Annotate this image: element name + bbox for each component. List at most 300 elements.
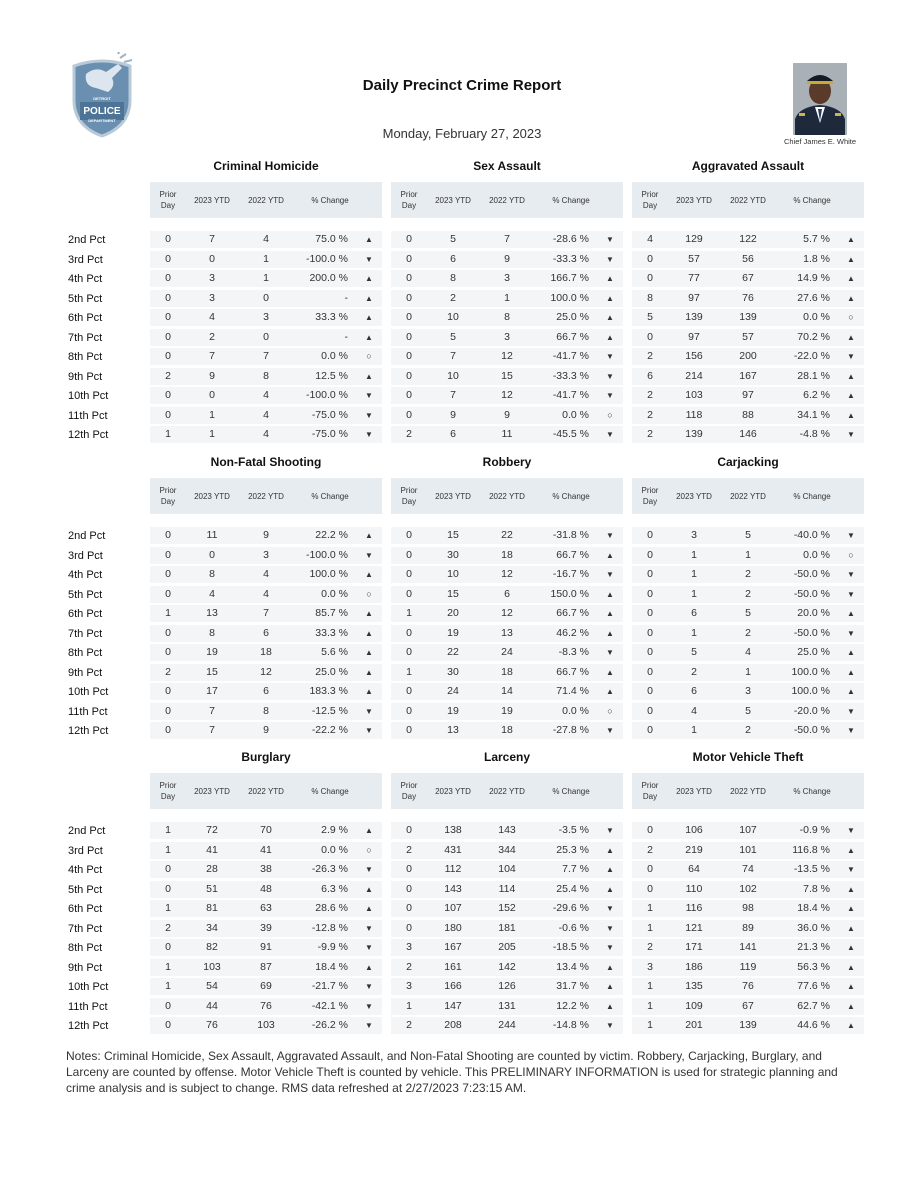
ytd-2022-value: 205 bbox=[498, 941, 516, 953]
precinct-label: 11th Pct bbox=[68, 705, 108, 718]
trend-up-icon: ▲ bbox=[606, 687, 614, 696]
prior-day-value: 5 bbox=[647, 311, 653, 323]
ytd-2022-value: 126 bbox=[498, 980, 516, 992]
pct-change-value: -100.0 % bbox=[305, 252, 348, 265]
ytd-2022-value: 131 bbox=[498, 999, 516, 1012]
table-row bbox=[632, 426, 864, 443]
pct-change-value: -27.8 % bbox=[552, 724, 589, 736]
trend-up-icon: ▲ bbox=[847, 609, 855, 618]
pct-change-value: -31.8 % bbox=[552, 529, 589, 541]
prior-day-value: 0 bbox=[165, 389, 171, 401]
ytd-2023-value: 9 bbox=[209, 369, 215, 382]
ytd-2022-value: 57 bbox=[742, 330, 754, 343]
ytd-2022-value: 2 bbox=[745, 587, 751, 600]
table-row bbox=[391, 664, 623, 681]
trend-same-icon: ○ bbox=[366, 588, 372, 599]
header-2022-ytd: 2022 YTD bbox=[730, 492, 766, 501]
ytd-2022-value: 103 bbox=[257, 1019, 275, 1031]
ytd-2022-value: 8 bbox=[263, 369, 269, 382]
panel-title: Motor Vehicle Theft bbox=[692, 750, 804, 764]
table-row bbox=[391, 644, 623, 661]
ytd-2023-value: 51 bbox=[206, 882, 218, 895]
prior-day-value: 1 bbox=[165, 902, 171, 914]
table-row bbox=[632, 683, 864, 700]
ytd-2022-value: 13 bbox=[501, 626, 513, 639]
table-row bbox=[391, 251, 623, 268]
prior-day-value: 0 bbox=[406, 548, 412, 561]
ytd-2023-value: 10 bbox=[447, 311, 459, 323]
pct-change-value: 18.4 % bbox=[797, 902, 830, 914]
trend-up-icon: ▲ bbox=[365, 371, 373, 381]
pct-change-value: 150.0 % bbox=[550, 587, 589, 600]
trend-down-icon: ▼ bbox=[606, 943, 614, 952]
ytd-2022-value: 12 bbox=[501, 350, 513, 362]
table-row bbox=[632, 861, 864, 878]
trend-up-icon: ▲ bbox=[847, 391, 855, 400]
ytd-2023-value: 219 bbox=[685, 843, 703, 856]
prior-day-value: 1 bbox=[647, 921, 653, 934]
trend-down-icon: ▼ bbox=[365, 982, 373, 991]
chief-photo bbox=[793, 63, 847, 135]
pct-change-value: 0.0 % bbox=[562, 704, 589, 717]
trend-down-icon: ▼ bbox=[606, 570, 614, 579]
pct-change-value: 100.0 % bbox=[550, 291, 589, 304]
pct-change-value: -4.8 % bbox=[799, 428, 830, 440]
table-row bbox=[632, 251, 864, 268]
trend-up-icon: ▲ bbox=[365, 687, 373, 696]
pct-change-value: -50.0 % bbox=[793, 568, 830, 580]
ytd-2022-value: 167 bbox=[739, 369, 757, 382]
trend-up-icon: ▲ bbox=[606, 884, 614, 894]
prior-day-value: 2 bbox=[647, 350, 653, 362]
trend-up-icon: ▲ bbox=[365, 570, 373, 579]
ytd-2023-value: 7 bbox=[209, 233, 215, 245]
prior-day-value: 0 bbox=[406, 311, 412, 323]
trend-down-icon: ▼ bbox=[606, 1021, 614, 1030]
precinct-label: 2nd Pct bbox=[68, 234, 106, 246]
pct-change-value: 27.6 % bbox=[797, 291, 830, 304]
ytd-2023-value: 121 bbox=[685, 921, 703, 934]
ytd-2023-value: 7 bbox=[209, 350, 215, 362]
ytd-2022-value: 7 bbox=[263, 350, 269, 362]
precinct-label: 4th Pct bbox=[68, 273, 103, 285]
pct-change-value: -50.0 % bbox=[793, 724, 830, 736]
ytd-2022-value: 97 bbox=[742, 389, 754, 401]
ytd-2022-value: 18 bbox=[501, 724, 513, 736]
trend-up-icon: ▲ bbox=[847, 235, 855, 244]
pct-change-value: 12.5 % bbox=[315, 369, 348, 382]
trend-down-icon: ▼ bbox=[606, 235, 614, 244]
ytd-2022-value: 146 bbox=[739, 428, 757, 440]
prior-day-value: 0 bbox=[165, 1019, 171, 1031]
ytd-2023-value: 76 bbox=[206, 1019, 218, 1031]
ytd-2023-value: 1 bbox=[691, 587, 697, 600]
ytd-2023-value: 6 bbox=[450, 428, 456, 440]
ytd-2023-value: 103 bbox=[203, 960, 221, 973]
ytd-2022-value: 4 bbox=[263, 568, 269, 580]
ytd-2023-value: 1 bbox=[691, 568, 697, 580]
prior-day-value: 0 bbox=[647, 252, 653, 265]
column-header bbox=[632, 182, 864, 218]
ytd-2023-value: 106 bbox=[685, 824, 703, 836]
ytd-2023-value: 7 bbox=[450, 350, 456, 362]
pct-change-value: 0.0 % bbox=[321, 350, 348, 362]
table-row bbox=[150, 329, 382, 346]
trend-up-icon: ▲ bbox=[606, 313, 614, 322]
pct-change-value: -0.9 % bbox=[799, 824, 830, 836]
prior-day-value: 0 bbox=[406, 330, 412, 343]
prior-day-value: 3 bbox=[647, 960, 653, 973]
table-row bbox=[632, 625, 864, 642]
table-row bbox=[391, 683, 623, 700]
column-header bbox=[391, 773, 623, 809]
table-row bbox=[391, 920, 623, 937]
ytd-2023-value: 116 bbox=[685, 902, 703, 914]
table-row bbox=[632, 329, 864, 346]
ytd-2022-value: 19 bbox=[501, 704, 513, 717]
header-pct-change: % Change bbox=[552, 492, 590, 501]
ytd-2022-value: 141 bbox=[739, 941, 757, 953]
table-row bbox=[632, 939, 864, 956]
ytd-2022-value: 11 bbox=[501, 428, 513, 440]
precinct-label: 10th Pct bbox=[68, 390, 109, 402]
precinct-label: 12th Pct bbox=[68, 1020, 109, 1032]
ytd-2023-value: 107 bbox=[444, 902, 462, 914]
ytd-2022-value: 39 bbox=[260, 921, 272, 934]
trend-up-icon: ▲ bbox=[365, 293, 373, 303]
prior-day-value: 0 bbox=[406, 350, 412, 362]
precinct-label: 2nd Pct bbox=[68, 530, 106, 542]
table-row bbox=[391, 1017, 623, 1034]
header-2023-ytd: 2023 YTD bbox=[676, 787, 712, 796]
ytd-2023-value: 15 bbox=[447, 529, 459, 541]
header-2022-ytd: 2022 YTD bbox=[248, 196, 284, 205]
prior-day-value: 0 bbox=[406, 626, 412, 639]
trend-up-icon: ▲ bbox=[847, 884, 855, 894]
ytd-2022-value: 5 bbox=[745, 607, 751, 619]
ytd-2023-value: 81 bbox=[206, 902, 218, 914]
prior-day-value: 0 bbox=[406, 529, 412, 541]
trend-up-icon: ▲ bbox=[606, 962, 614, 972]
header-prior-day: Prior Day bbox=[159, 781, 177, 801]
ytd-2023-value: 147 bbox=[444, 999, 462, 1012]
table-row bbox=[632, 978, 864, 995]
prior-day-value: 0 bbox=[165, 529, 171, 541]
table-row bbox=[632, 586, 864, 603]
pct-change-value: -33.3 % bbox=[552, 369, 589, 382]
pct-change-value: 66.7 % bbox=[556, 607, 589, 619]
pct-change-value: -21.7 % bbox=[311, 980, 348, 992]
prior-day-value: 1 bbox=[165, 960, 171, 973]
prior-day-value: 2 bbox=[406, 960, 412, 973]
table-row bbox=[632, 290, 864, 307]
prior-day-value: 2 bbox=[165, 665, 171, 678]
trend-down-icon: ▼ bbox=[847, 570, 855, 579]
pct-change-value: -42.1 % bbox=[311, 999, 348, 1012]
ytd-2022-value: 2 bbox=[745, 626, 751, 639]
precinct-label: 6th Pct bbox=[68, 608, 103, 620]
table-row bbox=[150, 625, 382, 642]
ytd-2023-value: 6 bbox=[691, 685, 697, 697]
header-2023-ytd: 2023 YTD bbox=[676, 492, 712, 501]
precinct-label: 7th Pct bbox=[68, 922, 103, 935]
pct-change-value: 1.8 % bbox=[803, 252, 830, 265]
panel-title: Burglary bbox=[241, 750, 291, 764]
column-header bbox=[150, 478, 382, 514]
trend-up-icon: ▲ bbox=[365, 667, 373, 677]
pct-change-value: 25.0 % bbox=[797, 646, 830, 658]
ytd-2022-value: 14 bbox=[501, 685, 513, 697]
pct-change-value: -28.6 % bbox=[552, 233, 589, 245]
prior-day-value: 2 bbox=[647, 843, 653, 856]
trend-up-icon: ▲ bbox=[847, 332, 855, 342]
header-prior-day: Prior Day bbox=[400, 486, 418, 506]
precinct-label: 10th Pct bbox=[68, 686, 109, 698]
ytd-2022-value: 76 bbox=[742, 980, 754, 992]
ytd-2022-value: 56 bbox=[742, 252, 754, 265]
header-pct-change: % Change bbox=[793, 492, 831, 501]
ytd-2022-value: 4 bbox=[745, 646, 751, 658]
ytd-2022-value: 1 bbox=[745, 548, 751, 561]
ytd-2023-value: 138 bbox=[444, 824, 462, 836]
trend-up-icon: ▲ bbox=[365, 274, 373, 283]
pct-change-value: -8.3 % bbox=[558, 646, 589, 658]
header-2023-ytd: 2023 YTD bbox=[194, 492, 230, 501]
precinct-label: 4th Pct bbox=[68, 569, 103, 581]
table-row bbox=[632, 881, 864, 898]
table-row bbox=[150, 309, 382, 326]
trend-up-icon: ▲ bbox=[606, 667, 614, 677]
table-row bbox=[150, 407, 382, 424]
trend-down-icon: ▼ bbox=[606, 726, 614, 735]
trend-up-icon: ▲ bbox=[847, 962, 855, 972]
trend-down-icon: ▼ bbox=[365, 410, 373, 420]
pct-change-value: 21.3 % bbox=[797, 941, 830, 953]
prior-day-value: 0 bbox=[647, 665, 653, 678]
ytd-2023-value: 41 bbox=[206, 843, 218, 856]
table-row bbox=[150, 900, 382, 917]
pct-change-value: 71.4 % bbox=[556, 685, 589, 697]
table-row bbox=[391, 900, 623, 917]
ytd-2023-value: 1 bbox=[691, 626, 697, 639]
prior-day-value: 0 bbox=[647, 863, 653, 875]
ytd-2022-value: 4 bbox=[263, 587, 269, 600]
trend-up-icon: ▲ bbox=[606, 609, 614, 618]
pct-change-value: 183.3 % bbox=[309, 685, 348, 697]
precinct-label: 7th Pct bbox=[68, 627, 103, 640]
pct-change-value: -29.6 % bbox=[552, 902, 589, 914]
trend-down-icon: ▼ bbox=[847, 865, 855, 874]
prior-day-value: 1 bbox=[165, 607, 171, 619]
ytd-2022-value: 12 bbox=[501, 568, 513, 580]
prior-day-value: 0 bbox=[406, 824, 412, 836]
ytd-2023-value: 2 bbox=[691, 665, 697, 678]
precinct-label: 12th Pct bbox=[68, 429, 109, 441]
trend-same-icon: ○ bbox=[366, 351, 372, 361]
trend-up-icon: ▲ bbox=[847, 648, 855, 657]
ytd-2023-value: 3 bbox=[209, 272, 215, 284]
ytd-2022-value: 142 bbox=[498, 960, 516, 973]
prior-day-value: 0 bbox=[165, 272, 171, 284]
prior-day-value: 0 bbox=[165, 724, 171, 736]
prior-day-value: 0 bbox=[647, 568, 653, 580]
table-row bbox=[150, 939, 382, 956]
table-row bbox=[150, 566, 382, 583]
pct-change-value: 5.7 % bbox=[803, 233, 830, 245]
ytd-2023-value: 7 bbox=[209, 724, 215, 736]
trend-up-icon: ▲ bbox=[847, 293, 855, 303]
header-2023-ytd: 2023 YTD bbox=[435, 787, 471, 796]
prior-day-value: 3 bbox=[406, 980, 412, 992]
ytd-2023-value: 44 bbox=[206, 999, 218, 1012]
pct-change-value: -100.0 % bbox=[305, 389, 348, 401]
pct-change-value: -26.3 % bbox=[311, 863, 348, 875]
ytd-2023-value: 5 bbox=[691, 646, 697, 658]
panel-title: Non-Fatal Shooting bbox=[210, 455, 322, 469]
ytd-2023-value: 186 bbox=[685, 960, 703, 973]
trend-up-icon: ▲ bbox=[847, 274, 855, 283]
pct-change-value: 34.1 % bbox=[797, 408, 830, 421]
trend-down-icon: ▼ bbox=[847, 430, 855, 439]
table-row bbox=[632, 920, 864, 937]
prior-day-value: 0 bbox=[165, 882, 171, 895]
ytd-2022-value: 7 bbox=[504, 233, 510, 245]
pct-change-value: 36.0 % bbox=[797, 921, 830, 934]
precinct-label: 5th Pct bbox=[68, 292, 103, 305]
column-header bbox=[150, 773, 382, 809]
pct-change-value: 166.7 % bbox=[550, 272, 589, 284]
ytd-2023-value: 139 bbox=[685, 311, 703, 323]
column-header bbox=[150, 182, 382, 218]
trend-down-icon: ▼ bbox=[847, 706, 855, 716]
prior-day-value: 0 bbox=[165, 999, 171, 1012]
prior-day-value: 0 bbox=[406, 272, 412, 284]
table-row bbox=[150, 722, 382, 739]
trend-down-icon: ▼ bbox=[847, 589, 855, 599]
ytd-2023-value: 8 bbox=[450, 272, 456, 284]
column-header bbox=[632, 478, 864, 514]
ytd-2023-value: 208 bbox=[444, 1019, 462, 1031]
precinct-label: 3rd Pct bbox=[68, 844, 103, 857]
trend-up-icon: ▲ bbox=[606, 332, 614, 342]
prior-day-value: 0 bbox=[165, 587, 171, 600]
ytd-2022-value: 6 bbox=[263, 626, 269, 639]
table-row bbox=[391, 978, 623, 995]
table-row bbox=[150, 978, 382, 995]
prior-day-value: 2 bbox=[647, 428, 653, 440]
ytd-2022-value: 119 bbox=[739, 960, 757, 973]
trend-down-icon: ▼ bbox=[606, 923, 614, 933]
trend-up-icon: ▲ bbox=[606, 550, 614, 560]
header-pct-change: % Change bbox=[311, 196, 349, 205]
table-row bbox=[632, 231, 864, 248]
ytd-2023-value: 161 bbox=[444, 960, 462, 973]
table-row bbox=[632, 309, 864, 326]
table-row bbox=[150, 1017, 382, 1034]
prior-day-value: 0 bbox=[647, 607, 653, 619]
ytd-2022-value: 67 bbox=[742, 999, 754, 1012]
table-row bbox=[632, 547, 864, 564]
prior-day-value: 1 bbox=[406, 665, 412, 678]
ytd-2023-value: 13 bbox=[206, 607, 218, 619]
prior-day-value: 2 bbox=[406, 1019, 412, 1031]
pct-change-value: -100.0 % bbox=[305, 548, 348, 561]
pct-change-value: 46.2 % bbox=[556, 626, 589, 639]
ytd-2022-value: 3 bbox=[263, 548, 269, 561]
ytd-2022-value: 4 bbox=[263, 389, 269, 401]
ytd-2022-value: 15 bbox=[501, 369, 513, 382]
prior-day-value: 3 bbox=[406, 941, 412, 953]
ytd-2023-value: 2 bbox=[209, 330, 215, 343]
pct-change-value: 13.4 % bbox=[556, 960, 589, 973]
trend-up-icon: ▲ bbox=[365, 313, 373, 322]
prior-day-value: 2 bbox=[406, 428, 412, 440]
header-prior-day: Prior Day bbox=[641, 486, 659, 506]
ytd-2023-value: 77 bbox=[688, 272, 700, 284]
ytd-2022-value: 143 bbox=[498, 824, 516, 836]
pct-change-value: 25.0 % bbox=[315, 665, 348, 678]
trend-down-icon: ▼ bbox=[365, 550, 373, 560]
trend-up-icon: ▲ bbox=[365, 332, 373, 342]
ytd-2022-value: 2 bbox=[745, 568, 751, 580]
ytd-2022-value: 38 bbox=[260, 863, 272, 875]
precinct-label: 8th Pct bbox=[68, 647, 103, 659]
header-2023-ytd: 2023 YTD bbox=[194, 787, 230, 796]
trend-up-icon: ▲ bbox=[365, 826, 373, 835]
prior-day-value: 0 bbox=[406, 233, 412, 245]
ytd-2023-value: 72 bbox=[206, 824, 218, 836]
ytd-2022-value: 3 bbox=[504, 272, 510, 284]
ytd-2023-value: 112 bbox=[444, 863, 462, 875]
pct-change-value: 0.0 % bbox=[321, 587, 348, 600]
ytd-2022-value: 9 bbox=[263, 529, 269, 541]
precinct-label: 6th Pct bbox=[68, 312, 103, 324]
ytd-2023-value: 171 bbox=[685, 941, 703, 953]
ytd-2022-value: 74 bbox=[742, 863, 754, 875]
prior-day-value: 1 bbox=[647, 999, 653, 1012]
header-2022-ytd: 2022 YTD bbox=[489, 492, 525, 501]
ytd-2022-value: 102 bbox=[739, 882, 757, 895]
trend-down-icon: ▼ bbox=[847, 628, 855, 638]
pct-change-value: 44.6 % bbox=[797, 1019, 830, 1031]
ytd-2022-value: 24 bbox=[501, 646, 513, 658]
ytd-2022-value: 18 bbox=[501, 665, 513, 678]
prior-day-value: 0 bbox=[165, 568, 171, 580]
trend-down-icon: ▼ bbox=[606, 254, 614, 264]
table-row bbox=[391, 527, 623, 544]
ytd-2023-value: 214 bbox=[685, 369, 703, 382]
panel-title: Larceny bbox=[483, 750, 531, 764]
trend-up-icon: ▲ bbox=[847, 371, 855, 381]
ytd-2022-value: 4 bbox=[263, 408, 269, 421]
pct-change-value: 33.3 % bbox=[315, 626, 348, 639]
pct-change-value: 66.7 % bbox=[556, 330, 589, 343]
table-row bbox=[150, 842, 382, 859]
pct-change-value: -26.2 % bbox=[311, 1019, 348, 1031]
trend-up-icon: ▲ bbox=[847, 982, 855, 991]
prior-day-value: 0 bbox=[406, 369, 412, 382]
table-row bbox=[150, 527, 382, 544]
header-prior-day: Prior Day bbox=[400, 190, 418, 210]
pct-change-value: -20.0 % bbox=[793, 704, 830, 717]
header-2022-ytd: 2022 YTD bbox=[248, 492, 284, 501]
ytd-2023-value: 28 bbox=[206, 863, 218, 875]
trend-up-icon: ▲ bbox=[606, 1001, 614, 1011]
pct-change-value: -18.5 % bbox=[552, 941, 589, 953]
ytd-2023-value: 118 bbox=[685, 408, 703, 421]
ytd-2023-value: 15 bbox=[206, 665, 218, 678]
trend-up-icon: ▲ bbox=[365, 609, 373, 618]
